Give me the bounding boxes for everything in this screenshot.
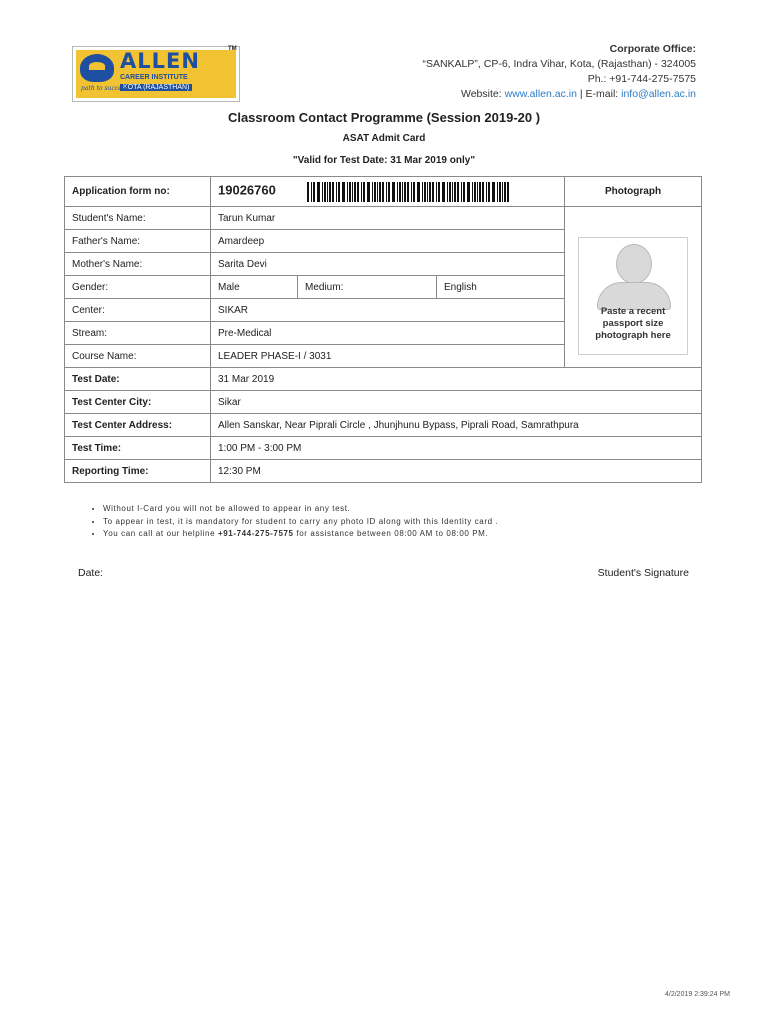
test-time-label: Test Time: xyxy=(65,437,211,460)
application-cell xyxy=(211,177,565,207)
test-time-value: 1:00 PM - 3:00 PM xyxy=(211,437,702,460)
office-address: “SANKALP”, CP-6, Indra Vihar, Kota, (Rajasthan) - 324005 xyxy=(422,58,696,70)
medium-value: English xyxy=(437,276,565,299)
test-city-value: Sikar xyxy=(211,391,702,414)
reporting-time-value: 12:30 PM xyxy=(211,460,702,483)
test-address-value: Allen Sanskar, Near Piprali Circle , Jhunjhunu Bypass, Piprali Road, Samrathpura xyxy=(211,414,702,437)
test-date-label: Test Date: xyxy=(65,368,211,391)
corporate-office-block xyxy=(422,42,696,102)
signature-label: Student's Signature xyxy=(597,567,689,579)
helpline-number: +91-744-275-7575 xyxy=(217,529,294,538)
date-label: Date: xyxy=(78,567,104,579)
logo-brand: ALLEN xyxy=(120,49,200,73)
graduation-cap-icon xyxy=(80,54,114,82)
student-name-label: Student's Name: xyxy=(65,207,211,230)
list-item: • To appear in test, it is mandatory for student to carry any photo ID along with this Identity card . xyxy=(103,516,498,529)
table-row xyxy=(65,391,702,414)
trademark-mark: TM xyxy=(228,46,237,52)
father-name-value: Amardeep xyxy=(211,230,565,253)
office-title: Corporate Office: xyxy=(609,43,696,55)
card-type: ASAT Admit Card xyxy=(342,133,426,144)
mother-name-value: Sarita Devi xyxy=(211,253,565,276)
test-date-value: 31 Mar 2019 xyxy=(211,368,702,391)
person-silhouette-icon xyxy=(616,244,652,284)
stream-value: Pre-Medical xyxy=(211,322,565,345)
test-address-label: Test Center Address: xyxy=(65,414,211,437)
email-link[interactable]: info@allen.ac.in xyxy=(621,88,696,100)
logo-city: KOTA (RAJASTHAN) xyxy=(120,84,192,91)
validity-note: "Valid for Test Date: 31 Mar 2019 only" xyxy=(292,155,476,166)
gender-label: Gender: xyxy=(65,276,211,299)
course-value: LEADER PHASE-I / 3031 xyxy=(211,345,565,368)
reporting-time-label: Reporting Time: xyxy=(65,460,211,483)
photo-placeholder xyxy=(578,237,688,355)
table-row xyxy=(65,207,702,230)
office-web-line xyxy=(422,87,696,102)
website-label: Website: xyxy=(460,88,502,100)
center-label: Center: xyxy=(65,299,211,322)
table-row xyxy=(65,437,702,460)
instructions-list xyxy=(87,503,498,541)
print-timestamp: 4/2/2019 2:39:24 PM xyxy=(665,991,730,998)
father-name-label: Father's Name: xyxy=(65,230,211,253)
logo-tagline: path to success xyxy=(81,85,128,92)
photo-placeholder-text: Paste a recent passport size photograph here xyxy=(595,306,671,341)
photo-cell xyxy=(565,207,702,368)
table-row xyxy=(65,368,702,391)
application-number: 19026760 xyxy=(218,182,276,198)
student-name-value: Tarun Kumar xyxy=(211,207,565,230)
list-item: • Without I-Card you will not be allowed to appear in any test. xyxy=(103,503,498,516)
table-row xyxy=(65,414,702,437)
barcode xyxy=(307,182,511,202)
email-label: | E-mail: xyxy=(579,88,619,100)
allen-logo xyxy=(72,46,240,102)
list-item: • You can call at our helpline +91-744-275-7575 for assistance between 08:00 AM to 08:00 PM. xyxy=(103,528,498,541)
medium-label: Medium: xyxy=(298,276,437,299)
stream-label: Stream: xyxy=(65,322,211,345)
photograph-header: Photograph xyxy=(565,177,702,207)
office-phone: Ph.: +91-744-275-7575 xyxy=(587,73,696,85)
website-link[interactable]: www.allen.ac.in xyxy=(504,88,577,100)
center-value: SIKAR xyxy=(211,299,565,322)
logo-subtitle: CAREER INSTITUTE xyxy=(120,74,188,81)
mother-name-label: Mother's Name: xyxy=(65,253,211,276)
gender-value: Male xyxy=(211,276,298,299)
table-row xyxy=(65,177,702,207)
admit-card-table xyxy=(64,176,702,483)
course-label: Course Name: xyxy=(65,345,211,368)
test-city-label: Test Center City: xyxy=(65,391,211,414)
application-label: Application form no: xyxy=(65,177,211,207)
table-row xyxy=(65,460,702,483)
page-title: Classroom Contact Programme (Session 2019-20 ) xyxy=(227,110,541,125)
